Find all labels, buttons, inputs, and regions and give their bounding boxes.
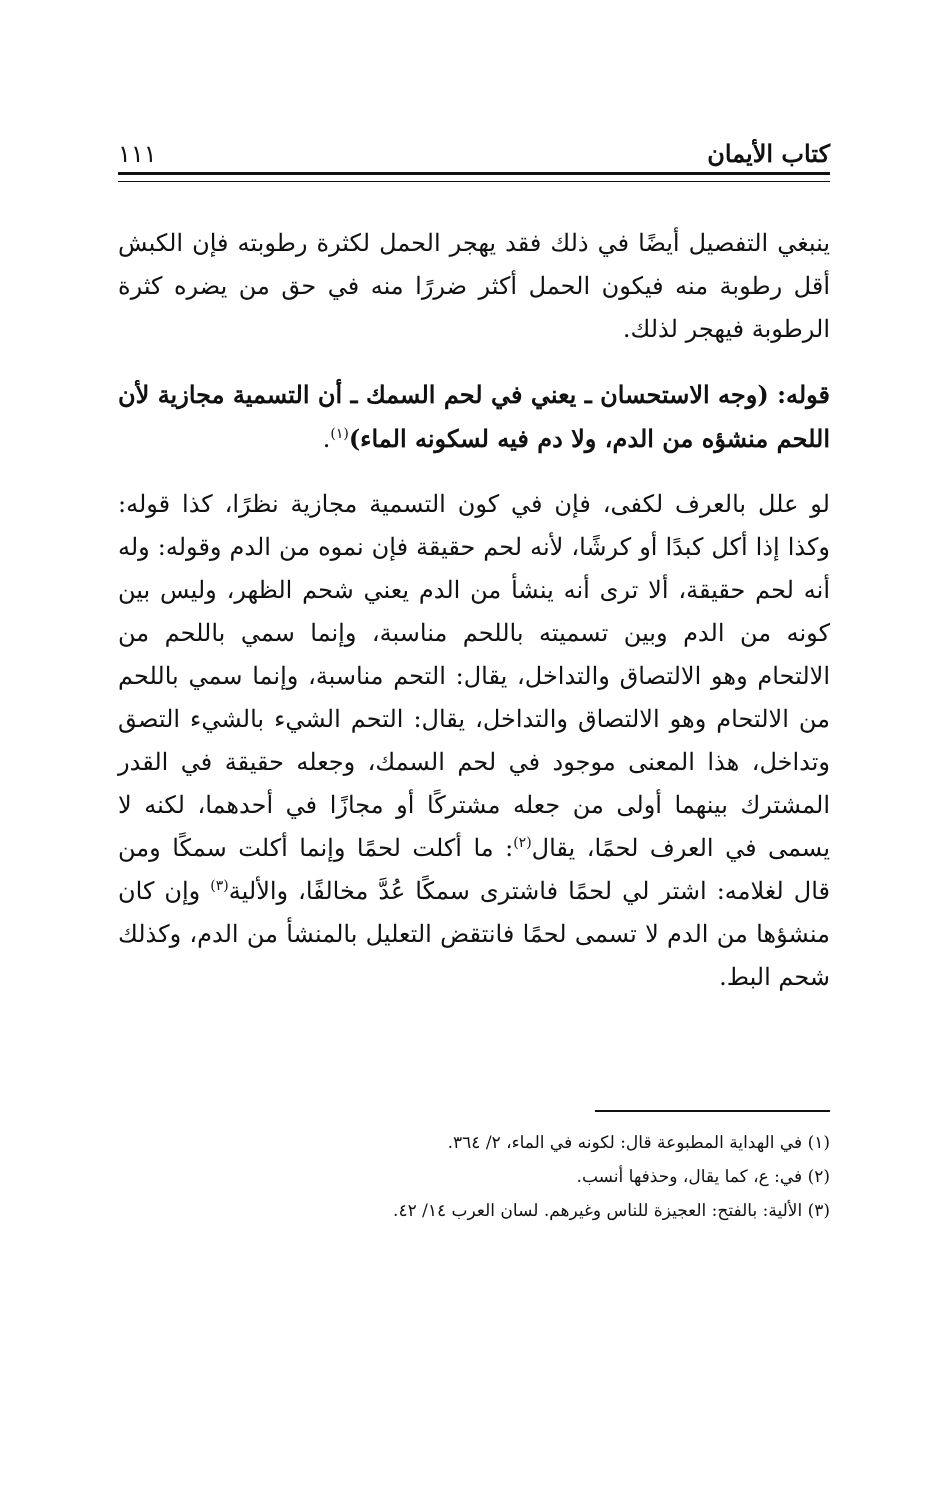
- paragraph-3-part-c: وإن كان منشؤها من الدم لا تسمى لحمًا فانتقض التعليل بالمنشأ من الدم، وكذلك شحم البط.: [118, 877, 830, 991]
- footnote-ref-3: (٣): [210, 878, 229, 894]
- paragraph-3-part-b: : ما أكلت لحمًا وإنما أكلت سمكًا ومن قال لغلامه: اشتر لي لحمًا فاشترى سمكًا عُدَّ مخالفًا، والألية: [118, 834, 830, 905]
- footnote-2: (٢) في: ع، كما يقال، وحذفها أنسب.: [576, 1167, 830, 1187]
- paragraph-3: [118, 483, 830, 999]
- footnote-separator: [595, 1110, 830, 1112]
- footnotes: [118, 1126, 830, 1228]
- quoted-statement: قوله: (وجه الاستحسان ـ يعني في لحم السمك ـ أن التسمية مجازية لأن اللحم منشؤه من الدم، ولا دم فيه لسكونه الماء): [118, 380, 830, 453]
- paragraph-2-end: .: [322, 425, 331, 453]
- paragraph-1: ينبغي التفصيل أيضًا في ذلك فقد يهجر الحمل لكثرة رطوبته فإن الكبش أقل رطوبة منه فيكون الحمل أكثر ضررًا منه في حق من يضره كثرة الرطوبة فيهجر لذلك.: [118, 229, 830, 343]
- paragraph-3-part-a: لو علل بالعرف لكفى، فإن في كون التسمية مجازية نظرًا، كذا قوله: وكذا إذا أكل كبدًا أو كرشًا، لأنه لحم حقيقة فإن نموه من الدم وقوله: وله أنه لحم حقيقة، ألا ترى أنه ينشأ من الدم يعني شحم الظهر، وليس بين كونه من الدم وبين تسميته باللحم مناسبة، وإنما سمي باللحم من الالتحام وهو الالتصاق والتداخل، يقال: التحم مناسبة، وإنما سمي باللحم من الالتحام وهو الالتصاق والتداخل، يقال: التحم الشيء بالشيء التصق وتداخل، هذا المعنى موجود في لحم السمك، وجعله حقيقة في القدر المشترك بينهما أولى من جعله مشتركًا أو مجازًا في أحدهما، لكنه لا يسمى في العرف لحمًا، يقال: [118, 490, 831, 862]
- main-text: [118, 222, 830, 1021]
- page-number: ١١١: [118, 140, 157, 168]
- header-rule: [118, 172, 830, 182]
- paragraph-2: [118, 373, 830, 461]
- footnote-3: (٣) الألية: بالفتح: العجيزة للناس وغيرهم. لسان العرب ١٤/ ٤٢.: [393, 1201, 830, 1221]
- footnote-ref-2: (٢): [513, 835, 532, 851]
- footnote-ref-1: (١): [330, 426, 349, 442]
- footnote-1: (١) في الهداية المطبوعة قال: لكونه في الماء، ٢/ ٣٦٤.: [447, 1133, 830, 1153]
- running-title: كتاب الأيمان: [707, 139, 830, 168]
- page-header: [118, 128, 830, 168]
